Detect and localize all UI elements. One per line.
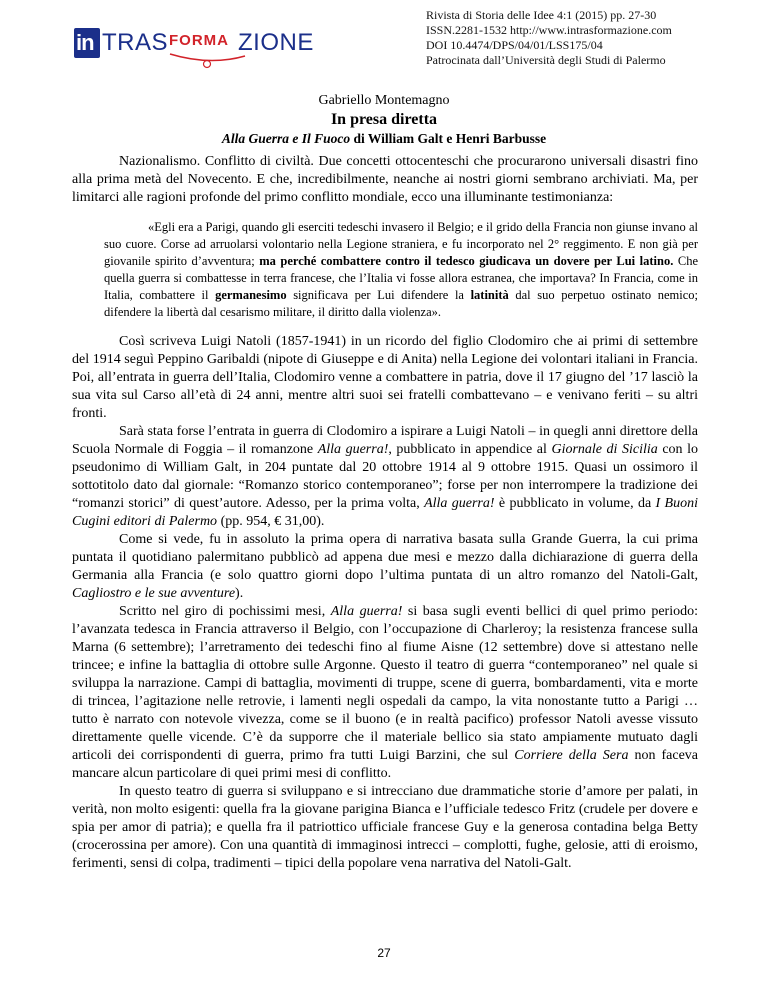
article-author: Gabriello Montemagno xyxy=(318,93,450,108)
quote-bold: latinità xyxy=(470,288,509,302)
quote-part: dal suo perpetuo ostinato nemico; difendere la libertà dal cesarismo militare, il diritto dalla violenza». xyxy=(104,288,698,319)
quote-text xyxy=(104,219,698,321)
subtitle-work-1: Alla Guerra xyxy=(221,131,289,146)
quote-bold: germanesimo xyxy=(215,288,287,302)
quote-bold: ma perché combattere contro il tedesco giudicava un dovere per Lui latino. xyxy=(259,254,674,268)
journal-patronage: Patrocinata dall’Università degli Studi di Palermo xyxy=(426,53,666,67)
italic-run: Cagliostro e le sue avventure xyxy=(72,586,236,601)
quote-part: «Egli era a Parigi, quando gli eserciti tedeschi invasero il Belgio; e il grido della Francia non giunse invano al suo cuore. Corse ad arruolarsi volontario nella Legione straniera, e fu incorporato nel 2° reggimento. E non già per giovanile spirito d’avventura; xyxy=(104,220,698,268)
logo-text-in: in xyxy=(76,30,94,55)
logo-text-forma: FORMA xyxy=(169,32,229,49)
italic-run: Alla guerra! xyxy=(330,604,403,619)
italic-run: Alla guerra! xyxy=(424,496,495,511)
journal-logo xyxy=(70,20,315,76)
logo-text-zione: ZIONE xyxy=(238,29,314,56)
italic-run: Alla guerra! xyxy=(317,442,389,457)
logo-text-tras: TRAS xyxy=(102,29,169,56)
paragraph-3 xyxy=(72,423,698,531)
paragraph-2: Così scriveva Luigi Natoli (1857-1941) in un ricordo del figlio Clodomiro che ai primi di settembre del 1914 seguì Peppino Garibaldi (nipote di Giuseppe e di Anita) nella Legione dei volontari italiani in Francia. Poi, all’entrata in guerra dell’Italia, Clodomiro venne a combattere in patria, dove il 17 giugno del ’17 lasciò la sua vita sul Carso all’età di 24 anni, mentre altri suoi sei fratelli combattevano – e venivano feriti – su altri fronti. xyxy=(72,334,698,421)
journal-issn-url[interactable]: ISSN.2281-1532 http://www.intrasformazione.com xyxy=(426,23,672,37)
text-run: Sarà stata forse l’entrata in guerra di Clodomiro a ispirare a Luigi Natoli – in quegli anni direttore della Scuola Normale di Foggia – il romanzone xyxy=(72,424,698,457)
subtitle-work-2: Il Fuoco xyxy=(301,131,351,146)
paragraph-1: Nazionalismo. Conflitto di civiltà. Due concetti ottocenteschi che procurarono universali disastri fino alla prima metà del Novecento. E che, incredibilmente, neanche ai nostri giorni sembrano archiviati. Ma, per limitarci alle ragioni profonde del primo conflitto mondiale, ecco una illuminante testimonianza: xyxy=(72,154,698,205)
text-run: (pp. 954, € 31,00). xyxy=(217,514,325,529)
subtitle-authors: di William Galt e Henri Barbusse xyxy=(350,131,547,146)
article-body xyxy=(72,150,698,873)
paragraph-5 xyxy=(72,603,698,783)
text-run: con lo pseudonimo di William Galt, in 204 puntate dal 20 ottobre 1914 al 9 ottobre 1915. Quasi un ossimoro il sottotitolo dato dal giornale: “Romanzo storico contemporaneo”; forse per non interrompere la tradizione dei “romanzi storici” di quest’autore. Adesso, per la prima volta, xyxy=(72,442,698,511)
journal-citation: Rivista di Storia delle Idee 4:1 (2015) pp. 27-30 xyxy=(426,8,657,22)
journal-header xyxy=(426,8,756,68)
text-run: è pubblicato in volume, da xyxy=(494,496,656,511)
text-run: , pubblicato in appendice al xyxy=(388,442,552,457)
italic-run: Corriere della Sera xyxy=(514,748,629,763)
italic-run: Giornale di Sicilia xyxy=(551,442,658,457)
page-number: 27 xyxy=(377,946,391,960)
paragraph-4 xyxy=(72,531,698,603)
article-subtitle xyxy=(0,130,768,148)
block-quote xyxy=(104,219,698,321)
paragraph-6: In questo teatro di guerra si sviluppano e si intrecciano due drammatiche storie d’amore per palati, in verità, non molto esigenti: quella fra la giovane parigina Bianca e l’ufficiale tedesco Fritz (crudele per dovere e spia per amor di patria); e quella fra il patriottico ufficiale francese Guy e la generosa contadina belga Betty (crocerossina per amore). Con una quantità di immaginosi intrecci – complotti, fughe, gelosie, atti di eroismo, ferimenti, sensi di colpa, tradimenti – tipici della popolare vena narrativa del Natoli-Galt. xyxy=(72,784,698,871)
text-run: Come si vede, fu in assoluto la prima opera di narrativa basata sulla Grande Guerra, la cui prima puntata il quotidiano palermitano pubblicò ad appena due mesi e mezzo dalla dichiarazione di guerra della Germania alla Francia (e solo quattro giorni dopo l’ultima puntata di un altro romanzo del Natoli-Galt, xyxy=(72,532,698,583)
text-run: ). xyxy=(235,586,244,601)
text-run: non faceva mancare alcun particolare di quei primi mesi di conflitto. xyxy=(72,748,698,781)
journal-doi: DOI 10.4474/DPS/04/01/LSS175/04 xyxy=(426,38,603,52)
article-title: In presa diretta xyxy=(330,111,438,128)
text-run: Scritto nel giro di pochissimi mesi, xyxy=(119,604,331,619)
text-run: si basa sugli eventi bellici di quel primo periodo: l’avanzata tedesca in Francia attraverso il Belgio, con l’occupazione di Charleroy; la resistenza francese sulla Marna (6 settembre); l’arretramento dei tedeschi fino al fiume Aisne (12 settembre) dove si attestano nelle trincee; e infine la battaglia di ottobre sulle Argonne. Questo il teatro di guerra “contemporaneo” nel quale si sviluppa la narrazione. Campi di battaglia, movimenti di truppe, scene di guerra, bombardamenti, vita e morte di trincea, l’agitazione nelle retrovie, i lamenti negli ospedali da campo, la vita nonostante tutto a Parigi … tutto è narrato con notevole vivezza, come se il buono (e in realtà pacifico) professor Natoli avesse vissuto direttamente quelle vicende. C’è da supporre che il materiale bellico sia stato ampiamente mutuato dagli articoli dei corrispondenti di guerra, primo fra tutti Luigi Barzini, che sul xyxy=(72,604,698,763)
quote-part: Che quella guerra si combattesse in terra francese, che l’Italia vi fosse allora estranea, che importava? In Francia, come in Italia, combattere il xyxy=(104,254,698,302)
quote-part: significava per Lui difendere la xyxy=(286,288,471,302)
italic-run: I Buoni Cugini editori di Palermo xyxy=(72,496,698,529)
subtitle-conjunction: e xyxy=(288,131,302,146)
